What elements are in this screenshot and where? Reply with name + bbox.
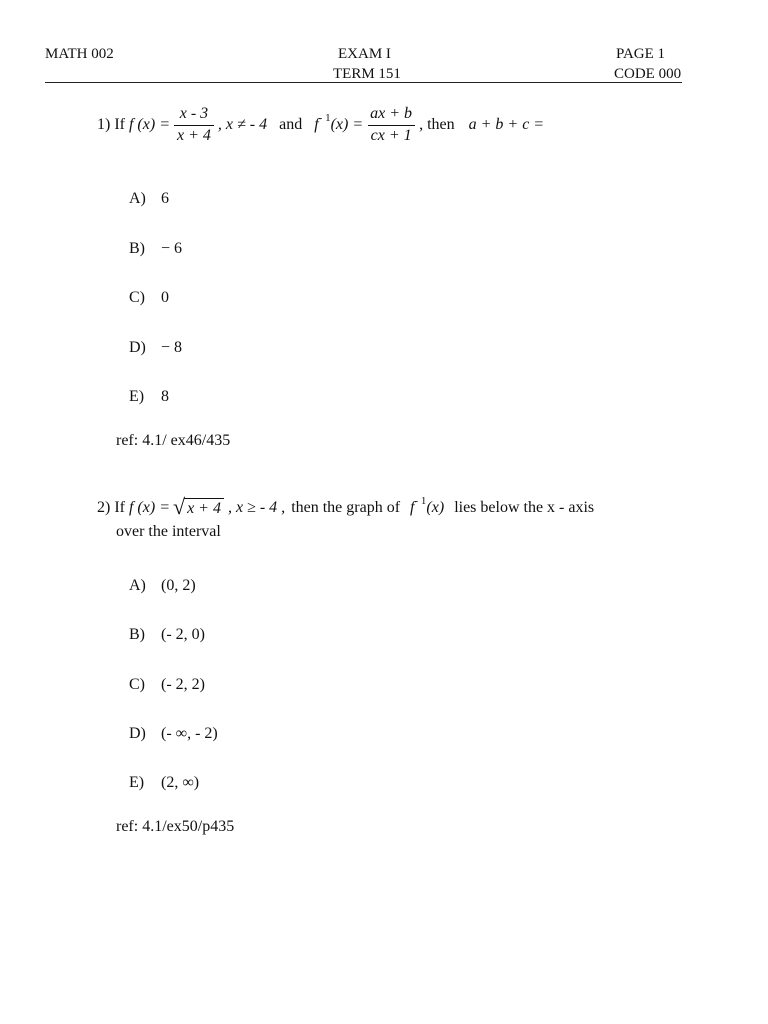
inverse-args: (x) (426, 499, 445, 516)
fraction-denominator: x + 4 (174, 125, 214, 145)
code-label: CODE 000 (614, 66, 682, 82)
question-2-number: 2) (97, 499, 111, 516)
question-2-stem (97, 494, 595, 519)
q2-choice-d[interactable] (129, 725, 218, 743)
question-2-if: If (114, 499, 125, 516)
fraction-numerator: x - 3 (179, 105, 209, 122)
header-rule (45, 82, 682, 83)
choice-value: 8 (161, 388, 169, 405)
choice-label: E) (129, 388, 145, 405)
choice-value: − 8 (161, 339, 183, 356)
inverse-superscript: - 1 (318, 112, 331, 125)
inverse-denominator: cx + 1 (368, 125, 415, 145)
function-f-label: f (x) = (128, 116, 170, 134)
q2-choice-c[interactable] (129, 676, 205, 694)
q2-choice-a[interactable] (129, 577, 196, 595)
question-2-tail: lies below the x - axis (454, 499, 595, 516)
choice-label: A) (129, 190, 146, 207)
question-2-middle: then the graph of (291, 499, 401, 516)
inverse-args: (x) = (330, 116, 364, 134)
q1-choice-d[interactable] (129, 339, 182, 357)
q2-choice-e[interactable] (129, 774, 199, 792)
choice-label: B) (129, 240, 145, 257)
choice-value: (- 2, 0) (161, 626, 205, 643)
question-1-ask: a + b + c = (468, 116, 545, 134)
function-f-label: f (x) = (128, 499, 170, 516)
radical-sign: √ (172, 494, 186, 519)
choice-label: C) (129, 676, 145, 693)
choice-value: 6 (161, 190, 169, 207)
function-fraction (174, 106, 214, 145)
domain-condition: , x ≠ - 4 (217, 116, 268, 134)
question-1-stem (97, 106, 544, 145)
question-1-number: 1) (97, 116, 111, 134)
choice-value: 0 (161, 289, 169, 306)
inverse-superscript: - 1 (414, 495, 427, 507)
term-label: TERM 151 (333, 66, 401, 82)
choice-label: C) (129, 289, 145, 306)
choice-value: − 6 (161, 240, 183, 257)
choice-label: E) (129, 774, 145, 791)
question-2-line-2: over the interval (116, 523, 221, 540)
q1-choice-a[interactable] (129, 190, 169, 208)
inverse-f: f (314, 116, 319, 134)
choice-label: D) (129, 339, 146, 356)
then-word: , then (419, 116, 455, 134)
choice-label: D) (129, 725, 146, 742)
domain-condition: , x ≥ - 4 , (227, 499, 286, 516)
question-1-if: If (114, 116, 125, 134)
page-label: PAGE 1 (616, 46, 666, 62)
inverse-f: f (410, 499, 415, 516)
inverse-numerator: ax + b (370, 105, 413, 122)
q1-choice-e[interactable] (129, 388, 169, 406)
question-1-reference: ref: 4.1/ ex46/435 (116, 432, 231, 449)
question-2-reference: ref: 4.1/ex50/p435 (116, 818, 235, 835)
square-root (172, 494, 224, 519)
q1-choice-b[interactable] (129, 240, 182, 258)
choice-value: (2, ∞) (161, 774, 200, 791)
inverse-fraction (367, 106, 415, 145)
radicand: x + 4 (184, 498, 224, 518)
choice-value: (0, 2) (161, 577, 196, 594)
exam-label: EXAM I (338, 46, 391, 62)
conjunction-and: and (279, 116, 303, 134)
q2-choice-b[interactable] (129, 626, 205, 644)
choice-label: B) (129, 626, 145, 643)
course-label: MATH 002 (45, 46, 114, 62)
q1-choice-c[interactable] (129, 289, 169, 307)
choice-value: (- ∞, - 2) (161, 725, 218, 742)
choice-value: (- 2, 2) (161, 676, 205, 693)
choice-label: A) (129, 577, 146, 594)
